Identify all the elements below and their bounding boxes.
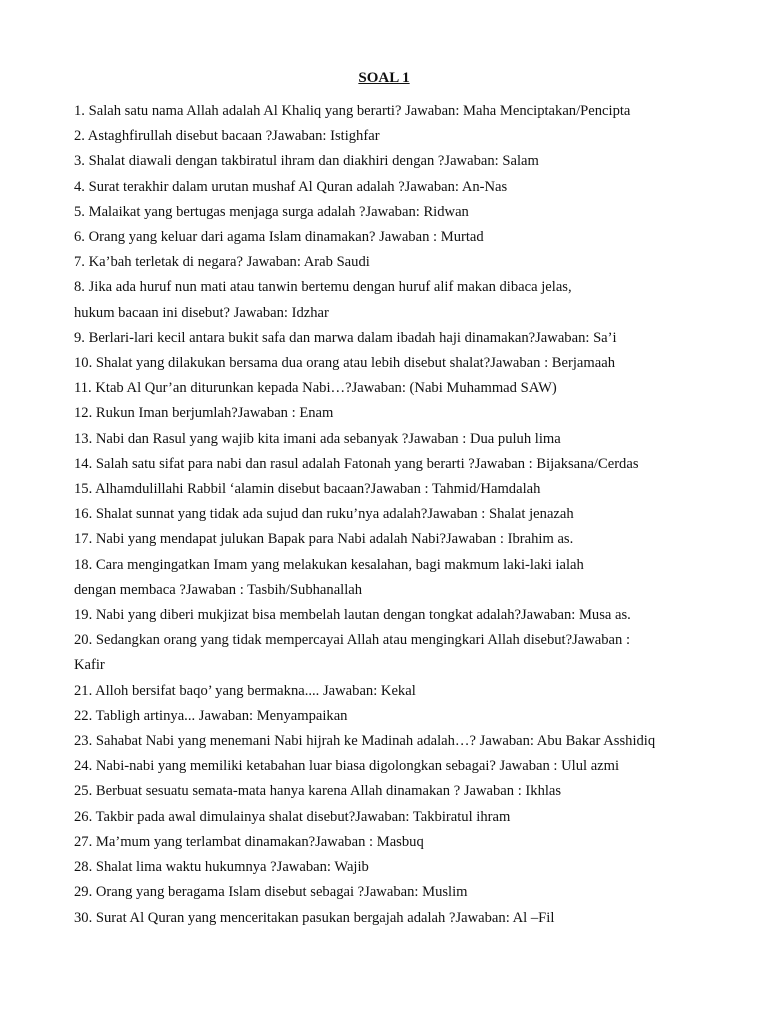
question-line: 13. Nabi dan Rasul yang wajib kita imani ada sebanyak ?Jawaban : Dua puluh lima (74, 430, 561, 447)
question-line: 27. Ma’mum yang terlambat dinamakan?Jawaban : Masbuq (74, 833, 424, 850)
question-line: 9. Berlari-lari kecil antara bukit safa dan marwa dalam ibadah haji dinamakan?Jawaban: Sa’i (74, 329, 617, 346)
question-line: dengan membaca ?Jawaban : Tasbih/Subhanallah (74, 581, 363, 598)
question-line: 4. Surat terakhir dalam urutan mushaf Al Quran adalah ?Jawaban: An-Nas (74, 178, 508, 195)
question-line: 7. Ka’bah terletak di negara? Jawaban: Arab Saudi (74, 254, 370, 271)
question-line: hukum bacaan ini disebut? Jawaban: Idzhar (74, 304, 329, 321)
question-line: 2. Astaghfirullah disebut bacaan ?Jawaban: Istighfar (74, 128, 380, 145)
question-line: 20. Sedangkan orang yang tidak mempercayai Allah atau mengingkari Allah disebut?Jawaban : (74, 632, 631, 649)
question-line: 28. Shalat lima waktu hukumnya ?Jawaban: Wajib (74, 859, 369, 876)
question-line: 30. Surat Al Quran yang menceritakan pasukan bergajah adalah ?Jawaban: Al –Fil (74, 909, 555, 926)
question-line: 5. Malaikat yang bertugas menjaga surga adalah ?Jawaban: Ridwan (74, 203, 469, 220)
question-line: 19. Nabi yang diberi mukjizat bisa membelah lautan dengan tongkat adalah?Jawaban: Musa as. (74, 607, 631, 624)
question-line: 1. Salah satu nama Allah adalah Al Khaliq yang berarti? Jawaban: Maha Menciptakan/Pencipta (74, 103, 631, 119)
question-line: 14. Salah satu sifat para nabi dan rasul adalah Fatonah yang berarti ?Jawaban : Bijaksana/Cerdas (74, 455, 639, 472)
question-line: 12. Rukun Iman berjumlah?Jawaban : Enam (74, 405, 334, 422)
question-line: 22. Tabligh artinya... Jawaban: Menyampaikan (74, 707, 348, 724)
page-title: SOAL 1 (358, 70, 410, 86)
question-line: 24. Nabi-nabi yang memiliki ketabahan luar biasa digolongkan sebagai? Jawaban : Ulul azmi (74, 758, 620, 775)
question-line: 10. Shalat yang dilakukan bersama dua orang atau lebih disebut shalat?Jawaban : Berjamaah (74, 355, 616, 372)
question-line: 11. Ktab Al Qur’an diturunkan kepada Nabi…?Jawaban: (Nabi Muhammad SAW) (74, 380, 557, 397)
question-line: 17. Nabi yang mendapat julukan Bapak para Nabi adalah Nabi?Jawaban : Ibrahim as. (74, 531, 574, 548)
question-line: 15. Alhamdulillahi Rabbil ‘alamin disebut bacaan?Jawaban : Tahmid/Hamdalah (74, 481, 541, 498)
question-line: 29. Orang yang beragama Islam disebut sebagai ?Jawaban: Muslim (74, 884, 468, 901)
question-line: 6. Orang yang keluar dari agama Islam dinamakan? Jawaban : Murtad (74, 229, 484, 246)
question-line: Kafir (74, 657, 105, 674)
question-line: 3. Shalat diawali dengan takbiratul ihram dan diakhiri dengan ?Jawaban: Salam (74, 153, 539, 170)
question-line: 18. Cara mengingatkan Imam yang melakukan kesalahan, bagi makmum laki-laki ialah (74, 556, 584, 573)
question-list (74, 99, 724, 931)
question-line: 26. Takbir pada awal dimulainya shalat disebut?Jawaban: Takbiratul ihram (74, 808, 511, 825)
question-line: 23. Sahabat Nabi yang menemani Nabi hijrah ke Madinah adalah…? Jawaban: Abu Bakar Asshidiq (74, 733, 656, 750)
question-line: 16. Shalat sunnat yang tidak ada sujud dan ruku’nya adalah?Jawaban : Shalat jenazah (74, 506, 574, 523)
question-line: 25. Berbuat sesuatu semata-mata hanya karena Allah dinamakan ? Jawaban : Ikhlas (74, 783, 562, 800)
question-line: 8. Jika ada huruf nun mati atau tanwin bertemu dengan huruf alif makan dibaca jelas, (74, 279, 572, 296)
question-line: 21. Alloh bersifat baqo’ yang bermakna.... Jawaban: Kekal (74, 682, 416, 699)
